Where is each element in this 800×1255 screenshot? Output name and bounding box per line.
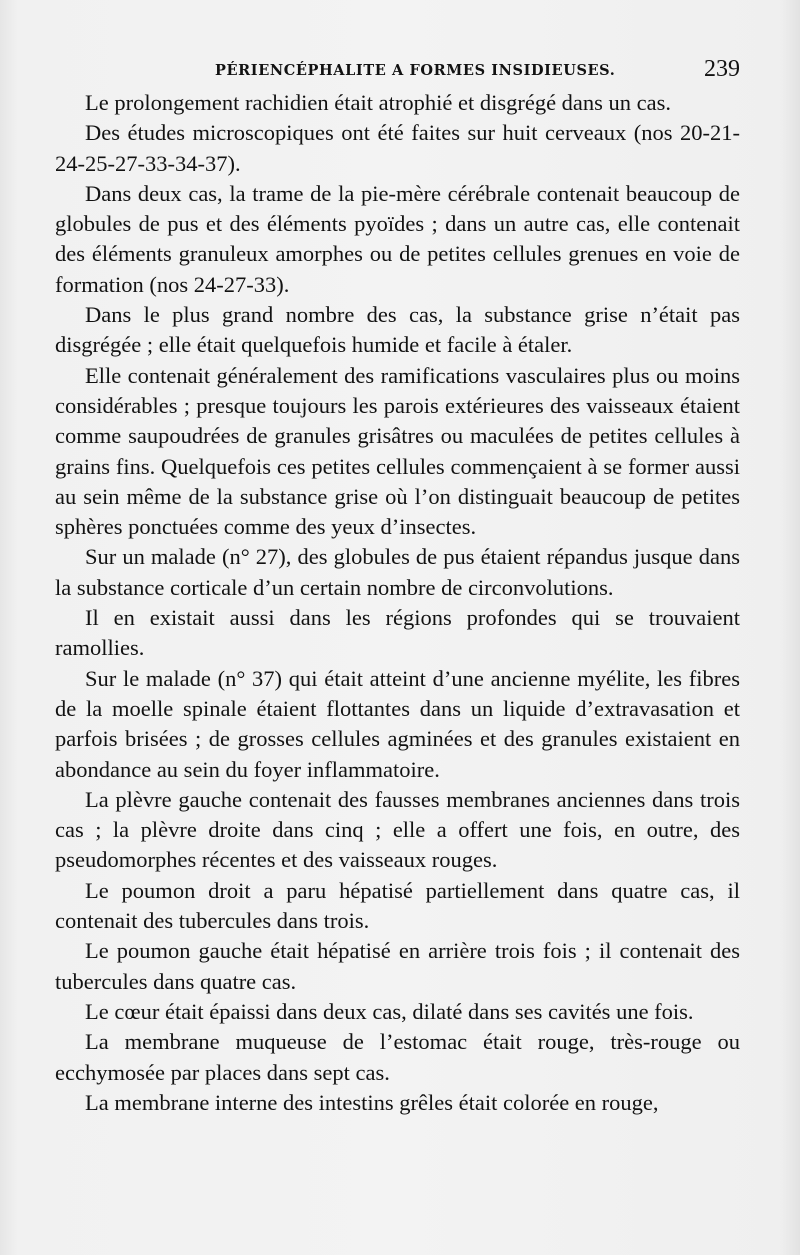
- paragraph: Sur le malade (n° 37) qui était atteint d’une ancienne myélite, les fibres de la moelle spinale étaient flottantes dans un liquide d’extravasation et parfois brisées ; de grosses cellules agminées et des granules existaient en abondance au sein du foyer inflammatoire.: [55, 665, 740, 782]
- paragraph: Dans deux cas, la trame de la pie-mère cérébrale contenait beaucoup de globules de pus et des éléments pyoïdes ; dans un autre cas, elle contenait des éléments granuleux amorphes ou de petites cellules grenues en voie de formation (nos 24-27-33).: [55, 180, 740, 297]
- page-number: 239: [704, 56, 740, 82]
- paragraph: La membrane interne des intestins grêles était colorée en rouge,: [85, 1089, 659, 1115]
- paragraph: Il en existait aussi dans les régions profondes qui se trouvaient ramollies.: [55, 605, 740, 661]
- paragraph: Elle contenait généralement des ramifications vasculaires plus ou moins considérables ; presque toujours les parois extérieures des vaisseaux étaient comme saupoudrées de granules grisâtres ou maculées de petites cellules à grains fins. Quelquefois ces petites cellules commençaient à se former aussi au sein même de la substance grise où l’on distinguait beaucoup de petites sphères ponctuées comme des yeux d’insectes.: [55, 362, 740, 540]
- paragraph: Dans le plus grand nombre des cas, la substance grise n’était pas disgrégée ; elle était quelquefois humide et facile à étaler.: [55, 302, 740, 358]
- paragraph: Des études microscopiques ont été faites sur huit cerveaux (nos 20-21-24-25-27-33-34-37).: [55, 120, 740, 176]
- paragraph: Le poumon gauche était hépatisé en arrière trois fois ; il contenait des tubercules dans quatre cas.: [55, 938, 740, 994]
- body-text: [55, 88, 740, 1118]
- paragraph: Le poumon droit a paru hépatisé partiellement dans quatre cas, il contenait des tubercules dans trois.: [55, 877, 740, 934]
- paragraph: La membrane muqueuse de l’estomac était rouge, très-rouge ou ecchymosée par places dans sept cas.: [55, 1029, 740, 1085]
- paragraph: Le prolongement rachidien était atrophié et disgrégé dans un cas.: [85, 90, 672, 115]
- running-head: PÉRIENCÉPHALITE A FORMES INSIDIEUSES.: [215, 62, 616, 79]
- paragraph: La plèvre gauche contenait des fausses membranes anciennes dans trois cas ; la plèvre droite dans cinq ; elle a offert une fois, en outre, des pseudomorphes récentes et des vaisseaux rouges.: [55, 786, 740, 873]
- paragraph: Le cœur était épaissi dans deux cas, dilaté dans ses cavités une fois.: [85, 998, 694, 1024]
- paragraph: Sur un malade (n° 27), des globules de pus étaient répandus jusque dans la substance corticale d’un certain nombre de circonvolutions.: [55, 544, 740, 600]
- page-header: [55, 56, 740, 86]
